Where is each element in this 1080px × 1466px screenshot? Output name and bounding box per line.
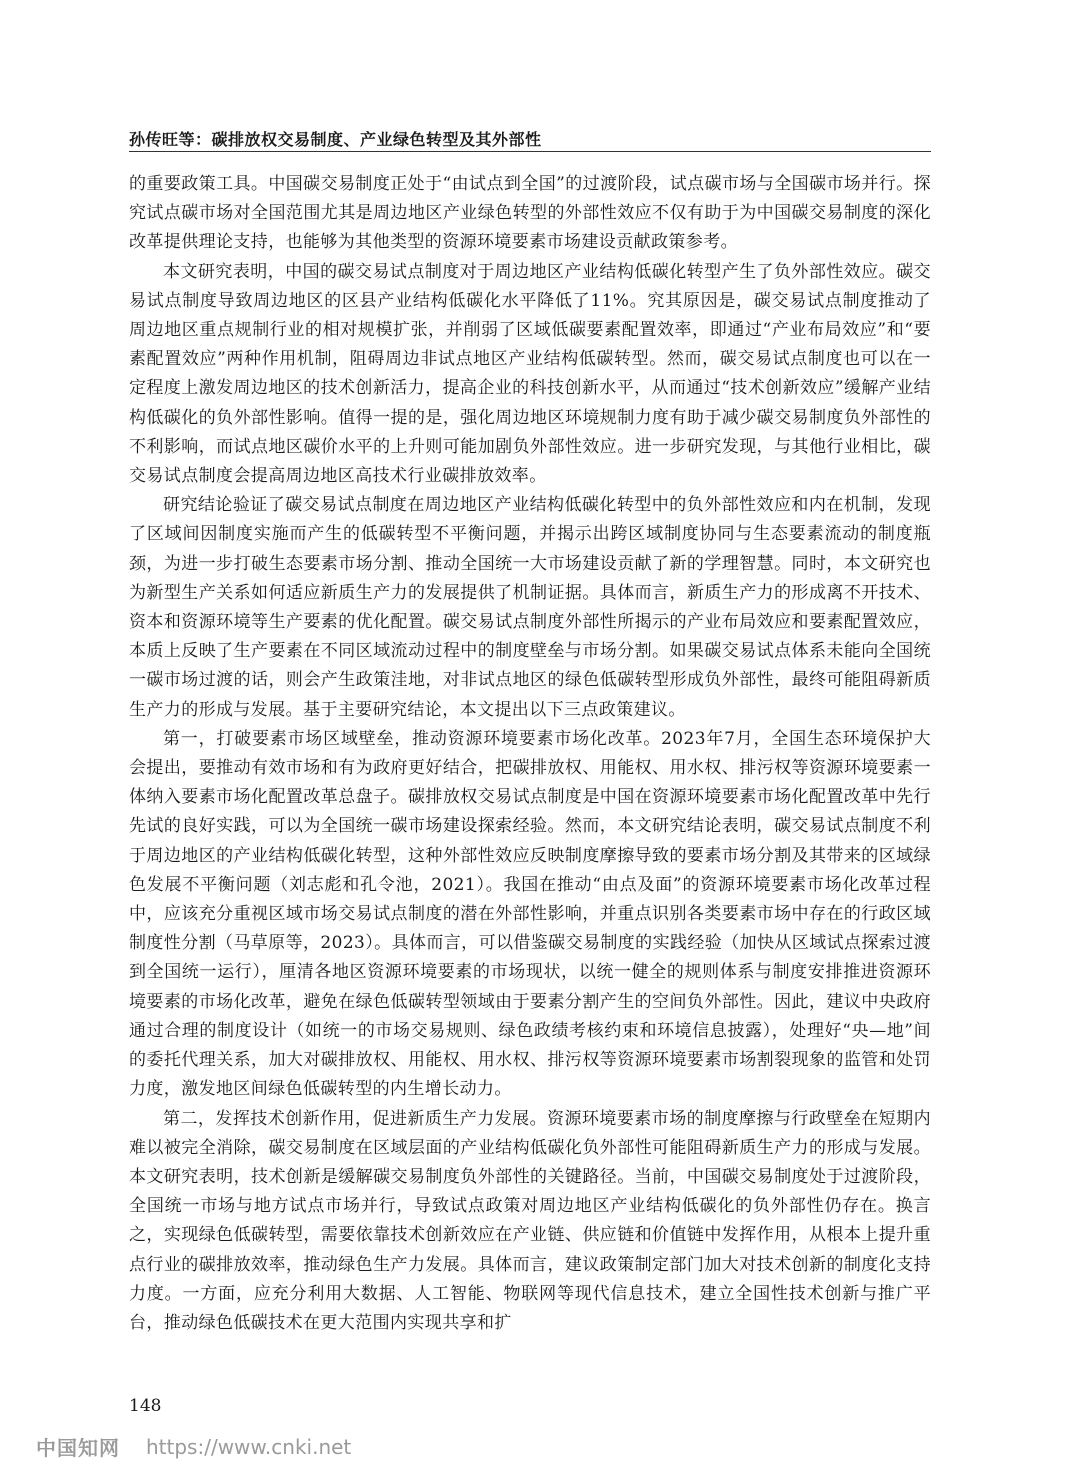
paragraph-findings: 本文研究表明，中国的碳交易试点制度对于周边地区产业结构低碳化转型产生了负外部性效应。碳交易试点制度导致周边地区的区县产业结构低碳化水平降低了11%。究其原因是，碳交易试点制度推动了周边地区重点规制行业的相对规模扩张，并削弱了区域低碳要素配置效率，即通过“产业布局效应”和“要素配置效应”两种作用机制，阻碍周边非试点地区产业结构低碳转型。然而，碳交易试点制度也可以在一定程度上激发周边地区的技术创新活力，提高企业的科技创新水平，从而通过“技术创新效应”缓解产业结构低碳化的负外部性影响。值得一提的是，强化周边地区环境规制力度有助于减少碳交易制度负外部性的不利影响，而试点地区碳价水平的上升则可能加剧负外部性效应。进一步研究发现，与其他行业相比，碳交易试点制度会提高周边地区高技术行业碳排放效率。 [129,261,931,487]
watermark-brand: 中国知网 [36,1436,120,1460]
cnki-watermark [36,1432,351,1461]
page-number: 148 [129,1396,162,1416]
header-divider [129,151,931,152]
paragraph-continued: 的重要政策工具。中国碳交易制度正处于“由试点到全国”的过渡阶段，试点碳市场与全国碳市场并行。探究试点碳市场对全国范围尤其是周边地区产业绿色转型的外部性效应不仅有助于为中国碳交易制度的深化改革提供理论支持，也能够为其他类型的资源环境要素市场建设贡献政策参考。 [129,174,931,253]
running-header-title: 孙传旺等：碳排放权交易制度、产业绿色转型及其外部性 [129,130,542,149]
paragraph-recommendation-2: 第二，发挥技术创新作用，促进新质生产力发展。资源环境要素市场的制度摩擦与行政壁垒在短期内难以被完全消除，碳交易制度在区域层面的产业结构低碳化负外部性可能阻碍新质生产力的形成与发展。本文研究表明，技术创新是缓解碳交易制度负外部性的关键路径。当前，中国碳交易制度处于过渡阶段，全国统一市场与地方试点市场并行，导致试点政策对周边地区产业结构低碳化的负外部性仍存在。换言之，实现绿色低碳转型，需要依靠技术创新效应在产业链、供应链和价值链中发挥作用，从根本上提升重点行业的碳排放效率，推动绿色生产力发展。具体而言，建议政策制定部门加大对技术创新的制度化支持力度。一方面，应充分利用大数据、人工智能、物联网等现代信息技术，建立全国性技术创新与推广平台，推动绿色低碳技术在更大范围内实现共享和扩 [129,1108,931,1333]
watermark-url: https://www.cnki.net [146,1434,352,1459]
paragraph-recommendation-1: 第一，打破要素市场区域壁垒，推动资源环境要素市场化改革。2023年7月，全国生态环境保护大会提出，要推动有效市场和有为政府更好结合，把碳排放权、用能权、用水权、排污权等资源环境要素一体纳入要素市场化配置改革总盘子。碳排放权交易试点制度是中国在资源环境要素市场化配置改革中先行先试的良好实践，可以为全国统一碳市场建设探索经验。然而，本文研究结论表明，碳交易试点制度不利于周边地区的产业结构低碳化转型，这种外部性效应反映制度摩擦导致的要素市场分割及其带来的区域绿色发展不平衡问题（刘志彪和孔令池，2021）。我国在推动“由点及面”的资源环境要素市场化改革过程中，应该充分重视区域市场交易试点制度的潜在外部性影响，并重点识别各类要素市场中存在的行政区域制度性分割（马草原等，2023）。具体而言，可以借鉴碳交易制度的实践经验（加快从区域试点探索过渡到全国统一运行），厘清各地区资源环境要素的市场现状，以统一健全的规则体系与制度安排推进资源环境要素的市场化改革，避免在绿色低碳转型领域由于要素分割产生的空间负外部性。因此，建议中央政府通过合理的制度设计（如统一的市场交易规则、绿色政绩考核约束和环境信息披露），处理好“央—地”间的委托代理关系，加大对碳排放权、用能权、用水权、排污权等资源环境要素市场割裂现象的监管和处罚力度，激发地区间绿色低碳转型的内生增长动力。 [129,728,931,1100]
article-body [129,170,931,1338]
paragraph-contributions: 研究结论验证了碳交易试点制度在周边地区产业结构低碳化转型中的负外部性效应和内在机制，发现了区域间因制度实施而产生的低碳转型不平衡问题，并揭示出跨区域制度协同与生态要素流动的制度瓶颈，为进一步打破生态要素市场分割、推动全国统一大市场建设贡献了新的学理智慧。同时，本文研究也为新型生产关系如何适应新质生产力的发展提供了机制证据。具体而言，新质生产力的形成离不开技术、资本和资源环境等生产要素的优化配置。碳交易试点制度外部性所揭示的产业布局效应和要素配置效应，本质上反映了生产要素在不同区域流动过程中的制度壁垒与市场分割。如果碳交易试点体系未能向全国统一碳市场过渡的话，则会产生政策洼地，对非试点地区的绿色低碳转型形成负外部性，最终可能阻碍新质生产力的形成与发展。基于主要研究结论，本文提出以下三点政策建议。 [129,495,931,720]
